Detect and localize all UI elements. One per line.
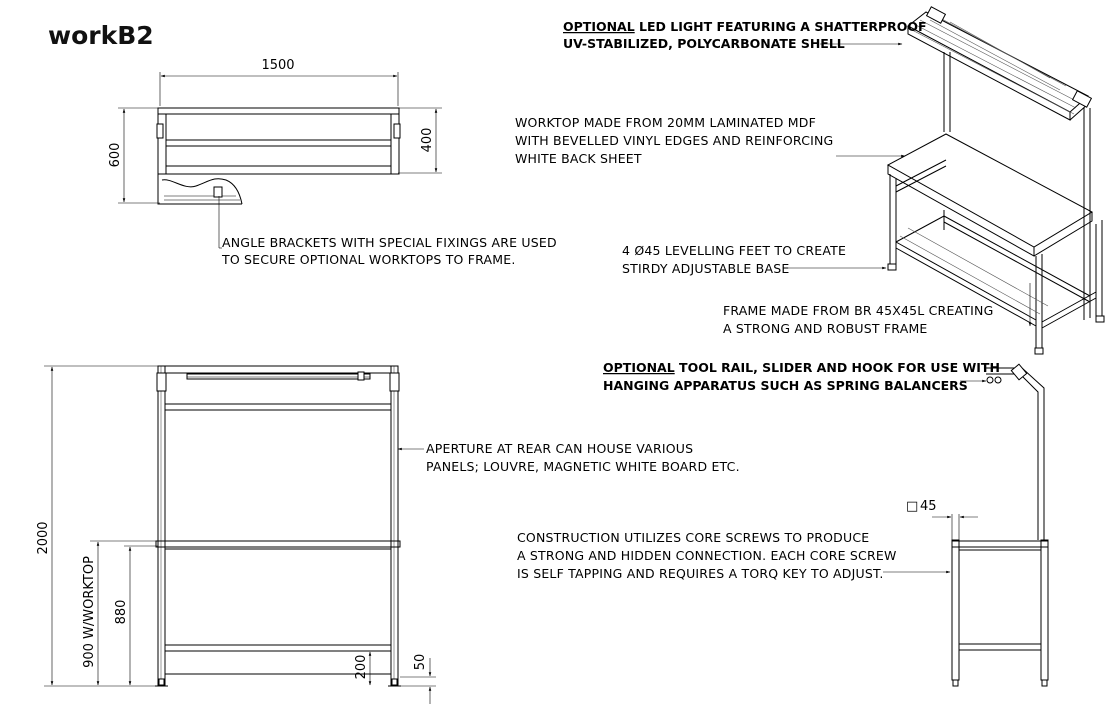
dim-width-label: 1500 (261, 58, 295, 73)
note-tool-rail-line1-rest: TOOL RAIL, SLIDER AND HOOK FOR USE WITH (674, 360, 1000, 375)
note-led-keyword: OPTIONAL (563, 19, 635, 34)
dim-frame-height-label: 880 (114, 599, 129, 625)
note-angle-brackets-line1: ANGLE BRACKETS WITH SPECIAL FIXINGS ARE USED (222, 235, 557, 250)
note-tool-rail-line2: HANGING APPARATUS SUCH AS SPRING BALANCERS (603, 378, 968, 393)
note-feet-line1: 4 Ø45 LEVELLING FEET TO CREATE (622, 243, 847, 258)
side-view (883, 364, 1048, 686)
note-construction-line2: A STRONG AND HIDDEN CONNECTION. EACH CORE SCREW (517, 548, 897, 563)
brand-title: workB2 (48, 21, 154, 50)
note-aperture-line2: PANELS; LOUVRE, MAGNETIC WHITE BOARD ETC. (426, 459, 740, 474)
dim-depth-inner-label: 400 (420, 127, 435, 153)
note-frame-line1: FRAME MADE FROM BR 45X45L CREATING (723, 303, 994, 318)
note-worktop-line2: WITH BEVELLED VINYL EDGES AND REINFORCING (515, 133, 834, 148)
note-tool-rail-line1 (603, 360, 1000, 375)
note-led-line1-rest: LED LIGHT FEATURING A SHATTERPROOF (634, 19, 927, 34)
dim-profile-label: 45 (920, 499, 937, 514)
note-angle-brackets-line2: TO SECURE OPTIONAL WORKTOPS TO FRAME. (222, 252, 516, 267)
note-led-line1 (563, 19, 927, 34)
note-tool-rail-keyword: OPTIONAL (603, 360, 675, 375)
note-construction-line1: CONSTRUCTION UTILIZES CORE SCREWS TO PRODUCE (517, 530, 870, 545)
note-construction-line3: IS SELF TAPPING AND REQUIRES A TORQ KEY TO ADJUST. (517, 566, 884, 581)
dim-depth-label: 600 (108, 142, 123, 168)
dim-height-label: 2000 (36, 521, 51, 555)
dim-feet-label: 50 (413, 653, 428, 671)
dim-profile-symbol: □ (906, 499, 919, 514)
note-feet-line2: STIRDY ADJUSTABLE BASE (622, 261, 790, 276)
dim-worktop-height-label: 900 W/WORKTOP (82, 556, 97, 668)
top-view (108, 58, 442, 248)
note-worktop-line1: WORKTOP MADE FROM 20MM LAMINATED MDF (515, 115, 816, 130)
note-frame-line2: A STRONG AND ROBUST FRAME (723, 321, 928, 336)
note-led-line2: UV-STABILIZED, POLYCARBONATE SHELL (563, 36, 845, 51)
note-worktop-line3: WHITE BACK SHEET (515, 151, 642, 166)
front-view (36, 366, 436, 704)
dim-low-rail-label: 200 (354, 654, 369, 680)
isometric-view (786, 7, 1104, 354)
note-aperture-line1: APERTURE AT REAR CAN HOUSE VARIOUS (426, 441, 694, 456)
